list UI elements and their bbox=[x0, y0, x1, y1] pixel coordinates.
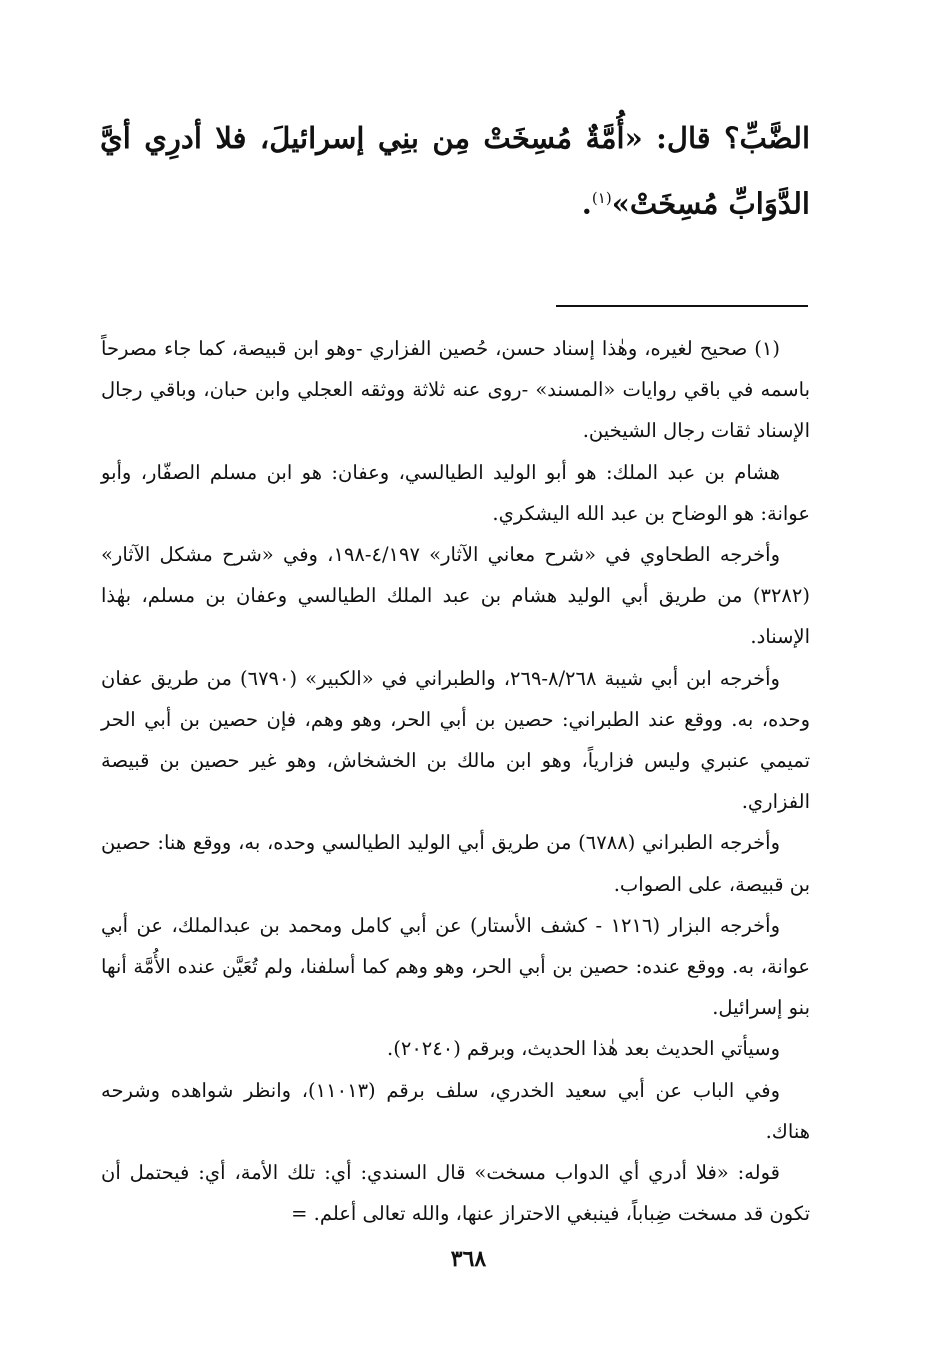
footnote-paragraph: (١) صحيح لغيره، وهٰذا إسناد حسن، حُصين الفزاري -وهو ابن قبيصة، كما جاء مصرحاً باسمه في باقي روايات «المسند» -روى عنه ثلاثة ووثقه العجلي وابن حبان، وباقي رجال الإسناد ثقات رجال الشيخين. bbox=[101, 337, 810, 443]
footnote-paragraph: وأخرجه ابن أبي شيبة ٨/٢٦٨-٢٦٩، والطبراني في «الكبير» (٦٧٩٠) من طريق عفان وحده، به. ووقع عند الطبراني: حصين بن أبي الحر، وهو وهم، فإن حصين بن أبي الحر تميمي عنبري وليس فزارياً، وهو ابن مالك بن الخشخاش، وهو غير حصين بن قبيصة الفزاري. bbox=[101, 666, 810, 814]
footnote-paragraph: وأخرجه البزار (١٢١٦ - كشف الأستار) عن أبي كامل ومحمد بن عبدالملك، عن أبي عوانة، به. ووقع عنده: حصين بن أبي الحر، وهو وهم كما أسلفنا، ولم تُعَيَّن عنده الأُمَّة أنها بنو إسرائيل. bbox=[101, 913, 810, 1020]
hadith-line-2: الدَّوَابِّ مُسِخَتْ» bbox=[611, 186, 810, 221]
footnote-separator bbox=[556, 305, 808, 307]
footnote-paragraph: وفي الباب عن أبي سعيد الخدري، سلف برقم (١١٠١٣)، وانظر شواهده وشرحه هناك. bbox=[101, 1078, 810, 1143]
hadith-text bbox=[100, 108, 810, 234]
footnote-paragraph: وسيأتي الحديث بعد هٰذا الحديث، وبرقم (٢٠٢٤٠). bbox=[387, 1037, 780, 1061]
end-punctuation: . bbox=[581, 186, 592, 221]
page-number: ٣٦٨ bbox=[450, 1246, 487, 1272]
hadith-line-1: الضَّبِّ؟ قال: «أُمَّةٌ مُسِخَتْ مِن بنِي إسرائيلَ، فلا أدرِي أيَّ bbox=[100, 121, 810, 155]
footnote-reference: (١) bbox=[591, 189, 612, 207]
footnote-paragraph: هشام بن عبد الملك: هو أبو الوليد الطيالسي، وعفان: هو ابن مسلم الصفّار، وأبو عوانة: هو الوضاح بن عبد الله اليشكري. bbox=[101, 460, 810, 525]
footnote-paragraph: قوله: «فلا أدري أي الدواب مسخت» قال السندي: أي: تلك الأمة، أي: فيحتمل أن تكون قد مسخت ضِباباً، فينبغي الاحتراز عنها، والله تعالى أعلم. = bbox=[101, 1161, 810, 1226]
footnote-paragraph: وأخرجه الطحاوي في «شرح معاني الآثار» ٤/١٩٧-١٩٨، وفي «شرح مشكل الآثار» (٣٢٨٢) من طريق أبي الوليد هشام بن عبد الملك الطيالسي وعفان بن مسلم، بهٰذا الإسناد. bbox=[101, 543, 810, 649]
footnotes bbox=[101, 328, 810, 1234]
footnote-paragraph: وأخرجه الطبراني (٦٧٨٨) من طريق أبي الوليد الطيالسي وحده، به، ووقع هنا: حصين بن قبيصة، على الصواب. bbox=[101, 831, 810, 896]
